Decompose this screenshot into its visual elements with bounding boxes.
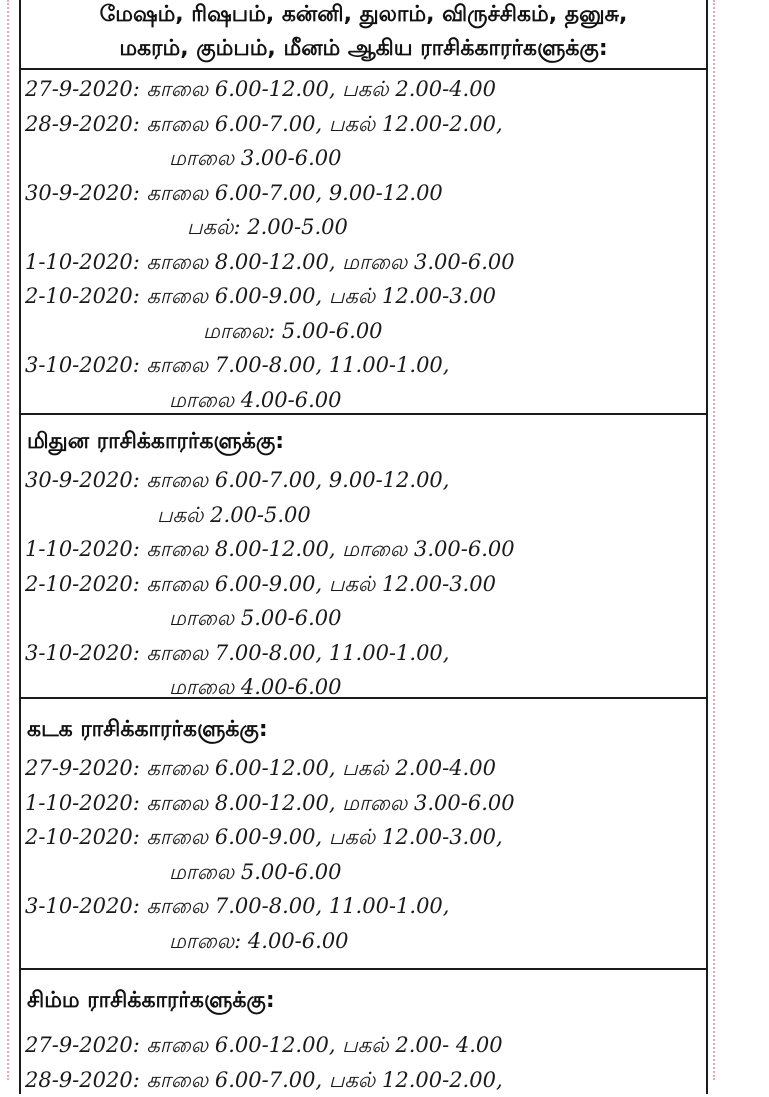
time-entry bbox=[25, 889, 706, 958]
time-entry bbox=[25, 279, 706, 348]
time-entry-continuation: மாலை 5.00-6.00 bbox=[25, 855, 706, 890]
schedule-panel bbox=[19, 0, 708, 1094]
time-entry-continuation: பகல் 2.00-5.00 bbox=[25, 498, 706, 533]
heading-line: மேஷம், ரிஷபம், கன்னி, துலாம், விருச்சிகம், தனுசு, bbox=[21, 0, 706, 32]
time-entry bbox=[25, 348, 706, 417]
time-entry-line: 1-10-2020: காலை 8.00-12.00, மாலை 3.00-6.00 bbox=[25, 532, 706, 567]
time-list bbox=[21, 70, 706, 417]
time-entry bbox=[25, 107, 706, 176]
time-entry-line: 2-10-2020: காலை 6.00-9.00, பகல் 12.00-3.00, bbox=[25, 820, 706, 855]
time-entry-line: 3-10-2020: காலை 7.00-8.00, 11.00-1.00, bbox=[25, 889, 706, 924]
time-entry-continuation: மாலை 4.00-6.00 bbox=[25, 383, 706, 418]
time-entry bbox=[25, 1028, 706, 1063]
time-entry-line: 1-10-2020: காலை 8.00-12.00, மாலை 3.00-6.00 bbox=[25, 786, 706, 821]
time-entry-line: 2-10-2020: காலை 6.00-9.00, பகல் 12.00-3.00 bbox=[25, 567, 706, 602]
time-entry-line: 27-9-2020: காலை 6.00-12.00, பகல் 2.00-4.00 bbox=[25, 72, 706, 107]
time-entry-line: 30-9-2020: காலை 6.00-7.00, 9.00-12.00 bbox=[25, 176, 706, 211]
time-entry bbox=[25, 751, 706, 786]
left-margin-dotted-line bbox=[7, 0, 9, 1080]
time-entry bbox=[25, 245, 706, 280]
time-entry-continuation: பகல்: 2.00-5.00 bbox=[25, 210, 706, 245]
heading-line: மகரம், கும்பம், மீனம் ஆகிய ராசிக்காரர்களுக்கு: bbox=[21, 32, 706, 66]
time-list bbox=[21, 1022, 706, 1097]
time-entry-line: 1-10-2020: காலை 8.00-12.00, மாலை 3.00-6.00 bbox=[25, 245, 706, 280]
time-entry-line: 28-9-2020: காலை 6.00-7.00, பகல் 12.00-2.00, bbox=[25, 107, 706, 142]
time-entry bbox=[25, 636, 706, 705]
time-entry-line: 2-10-2020: காலை 6.00-9.00, பகல் 12.00-3.00 bbox=[25, 279, 706, 314]
time-entry bbox=[25, 463, 706, 532]
time-entry-continuation: மாலை: 5.00-6.00 bbox=[25, 314, 706, 349]
time-entry bbox=[25, 532, 706, 567]
time-entry-continuation: மாலை 4.00-6.00 bbox=[25, 670, 706, 705]
time-entry bbox=[25, 176, 706, 245]
right-margin-dotted-line bbox=[713, 0, 715, 1080]
time-entry bbox=[25, 820, 706, 889]
section-simmam bbox=[21, 970, 706, 1097]
time-entry-line: 3-10-2020: காலை 7.00-8.00, 11.00-1.00, bbox=[25, 636, 706, 671]
time-list bbox=[21, 463, 706, 705]
time-entry bbox=[25, 567, 706, 636]
section-heading: சிம்ம ராசிக்காரர்களுக்கு: bbox=[21, 970, 706, 1022]
section-kadagam bbox=[21, 699, 706, 970]
time-list bbox=[21, 751, 706, 958]
section-group-signs bbox=[21, 0, 706, 415]
section-heading: மிதுன ராசிக்காரர்களுக்கு: bbox=[21, 415, 706, 463]
section-heading: கடக ராசிக்காரர்களுக்கு: bbox=[21, 699, 706, 751]
time-entry-line: 27-9-2020: காலை 6.00-12.00, பகல் 2.00-4.00 bbox=[25, 751, 706, 786]
time-entry-line: 30-9-2020: காலை 6.00-7.00, 9.00-12.00, bbox=[25, 463, 706, 498]
time-entry-continuation: மாலை 5.00-6.00 bbox=[25, 601, 706, 636]
time-entry-line: 27-9-2020: காலை 6.00-12.00, பகல் 2.00- 4.00 bbox=[25, 1028, 706, 1063]
time-entry-continuation: மாலை 3.00-6.00 bbox=[25, 141, 706, 176]
time-entry bbox=[25, 72, 706, 107]
time-entry-line: 3-10-2020: காலை 7.00-8.00, 11.00-1.00, bbox=[25, 348, 706, 383]
time-entry-continuation: மாலை: 4.00-6.00 bbox=[25, 924, 706, 959]
time-entry bbox=[25, 786, 706, 821]
section-mithunam bbox=[21, 415, 706, 699]
time-entry-line: 28-9-2020: காலை 6.00-7.00, பகல் 12.00-2.00, bbox=[25, 1063, 706, 1097]
section-heading bbox=[21, 0, 706, 70]
